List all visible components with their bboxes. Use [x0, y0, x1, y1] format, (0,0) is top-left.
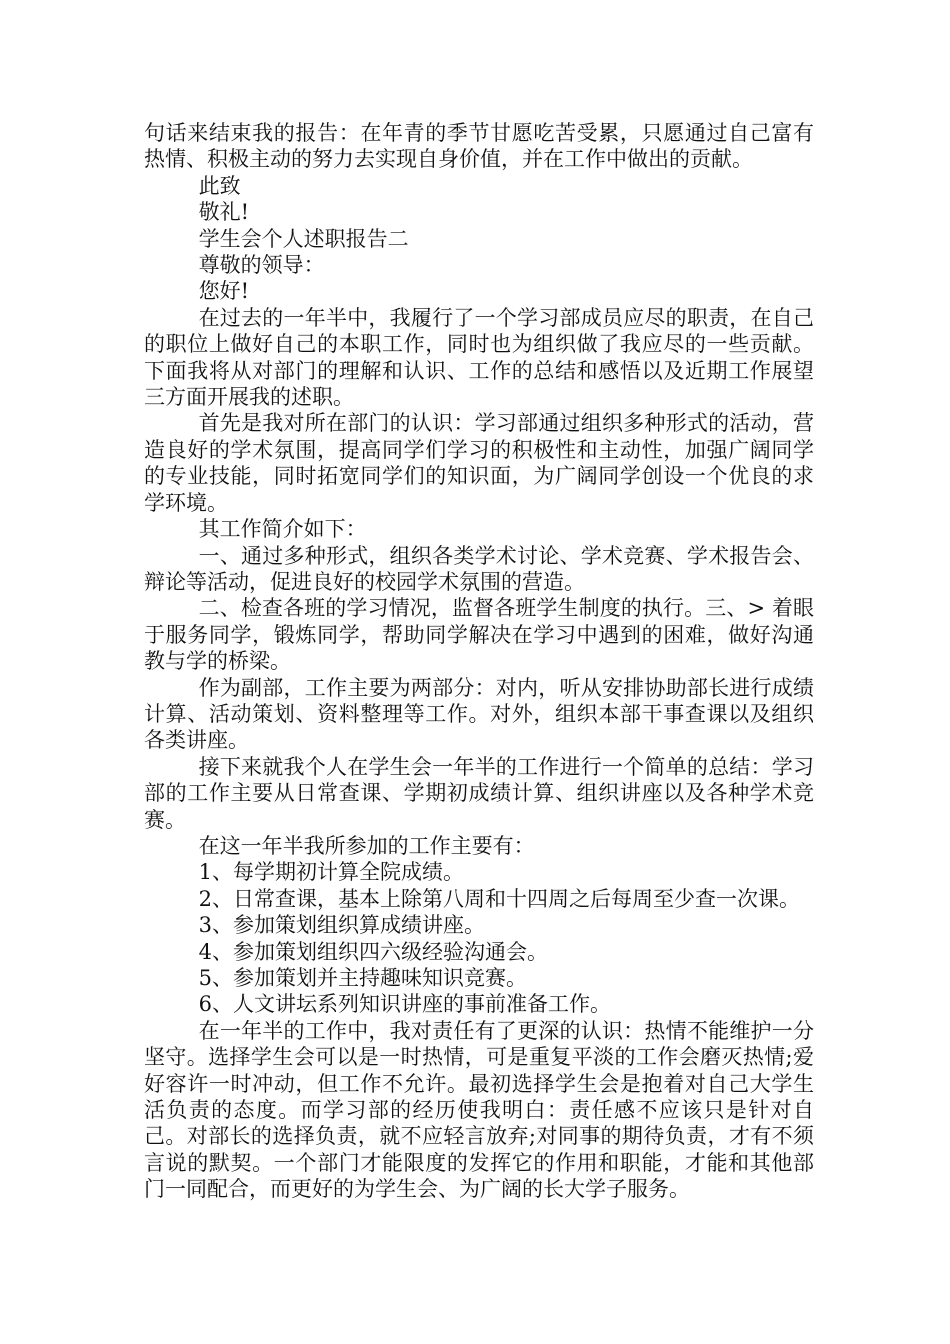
list-item: 4、参加策划组织四六级经验沟通会。: [198, 939, 548, 964]
paragraph-closing-sentence: 句话来结束我的报告：在年青的季节甘愿吃苦受累，只愿通过自己富有热情、积极主动的努力去实现自身价值，并在工作中做出的贡献。: [144, 121, 814, 172]
paragraph-salutation-jingli: 敬礼!: [198, 200, 250, 225]
paragraph-deputy-role: 作为副部，工作主要为两部分：对内，听从安排协助部长进行成绩计算、活动策划、资料整理等工作。对外，组织本部干事查课以及组织各类讲座。: [144, 675, 814, 753]
paragraph-intro: 在过去的一年半中，我履行了一个学习部成员应尽的职责，在自己的职位上做好自己的本职工作，同时也为组织做了我应尽的一些贡献。下面我将从对部门的理解和认识、工作的总结和感悟以及近期工作展望三方面开展我的述职。: [144, 305, 814, 410]
list-item: 一、通过多种形式，组织各类学术讨论、学术竞赛、学术报告会、辩论等活动，促进良好的校园学术氛围的营造。: [144, 543, 814, 594]
document-body: [144, 120, 814, 1203]
list-item: 二、检查各班的学习情况，监督各班学生制度的执行。三、> 着眼于服务同学，锻炼同学，帮助同学解决在学习中遇到的困难，做好沟通教与学的桥梁。: [144, 596, 814, 674]
paragraph-department-understanding: 首先是我对所在部门的认识：学习部通过组织多种形式的活动，营造良好的学术氛围，提高同学们学习的积极性和主动性，加强广阔同学的专业技能，同时拓宽同学们的知识面，为广阔同学创设一个优良的求学环境。: [144, 411, 814, 515]
paragraph-addressee: 尊敬的领导：: [198, 253, 325, 278]
list-item: 1、每学期初计算全院成绩。: [198, 860, 464, 885]
list-item: 5、参加策划并主持趣味知识竞赛。: [198, 966, 527, 990]
paragraph-work-summary-heading: 其工作简介如下：: [198, 517, 367, 542]
paragraph-responsibility: 在一年半的工作中，我对责任有了更深的认识：热情不能维护一分坚守。选择学生会可以是一时热情，可是重复平淡的工作会磨灭热情;爱好容许一时冲动，但工作不允许。最初选择学生会是抱着对自己大学生活负责的态度。而学习部的经历使我明白：责任感不应该只是针对自己。对部长的选择负责，就不应轻言放弃;对同事的期待负责，才有不须言说的默契。一个部门才能限度的发挥它的作用和职能，才能和其他部门一同配合，而更好的为学生会、为广阔的长大学子服务。: [144, 1018, 814, 1202]
paragraph-greeting: 您好!: [198, 279, 250, 304]
list-item: 6、人文讲坛系列知识讲座的事前准备工作。: [198, 992, 611, 1017]
list-item: 2、日常查课，基本上除第八周和十四周之后每周至少查一次课。: [198, 886, 800, 911]
paragraph-personal-summary: 接下来就我个人在学生会一年半的工作进行一个简单的总结：学习部的工作主要从日常查课、学期初成绩计算、组织讲座以及各种学术竞赛。: [144, 754, 814, 832]
section-title: 学生会个人述职报告二: [198, 226, 409, 251]
paragraph-salutation-cizhi: 此致: [198, 173, 241, 198]
paragraph-main-work-heading: 在这一年半我所参加的工作主要有：: [198, 833, 535, 858]
list-item: 3、参加策划组织算成绩讲座。: [198, 913, 485, 938]
